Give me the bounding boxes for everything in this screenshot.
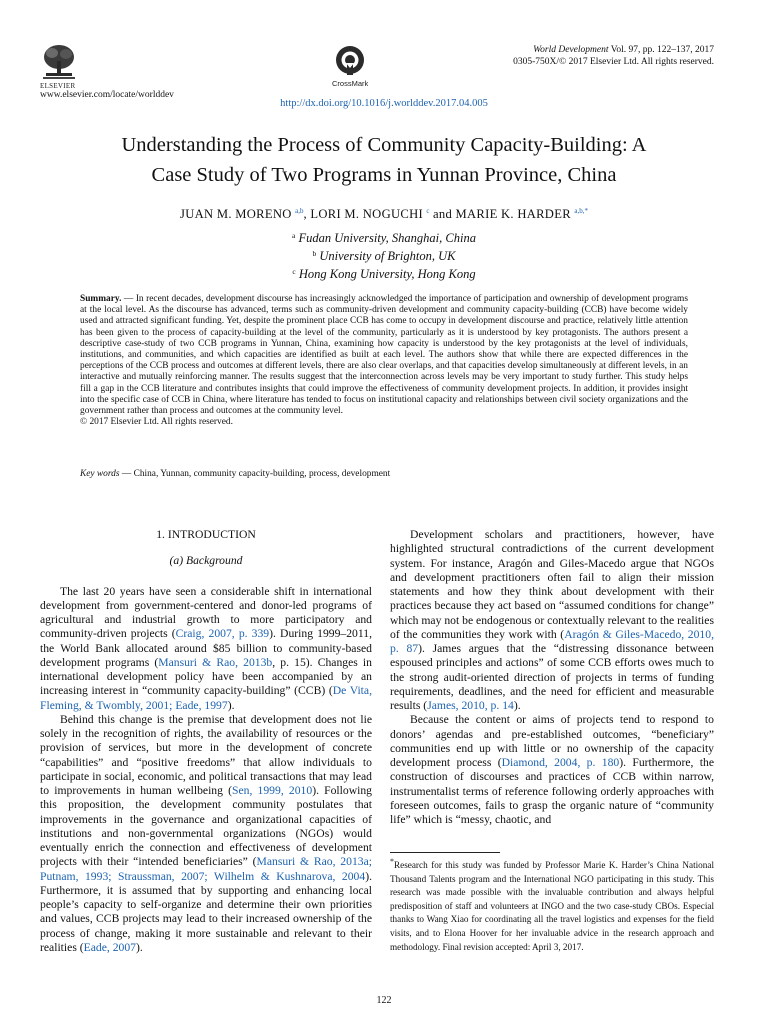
affiliation-text: University of Brighton, UK xyxy=(319,249,456,263)
citation-link[interactable]: Sen, 1999, 2010 xyxy=(232,784,313,797)
paragraph xyxy=(40,713,372,955)
journal-volume: Vol. 97, pp. 122–137, 2017 xyxy=(608,45,714,55)
paragraph-text: ). xyxy=(513,699,521,712)
citation-link[interactable]: Craig, 2007, p. 339 xyxy=(175,627,270,641)
publisher-name: ELSEVIER xyxy=(40,82,76,90)
author-name: JUAN M. MORENO xyxy=(180,207,292,221)
paragraph-text: Behind this change is the premise that development does not lie solely in the recognition of rights, the availability of resources or the provision of services, but more in the development of concrete “capabilities” and “positive freedoms” that allow individuals to participate in social, economic, and political transactions that may lead to improvements in human wellbeing ( xyxy=(40,712,372,797)
affiliation xyxy=(0,246,768,264)
author-name: LORI M. NOGUCHI xyxy=(310,207,423,221)
abstract xyxy=(80,294,688,428)
affiliation xyxy=(0,264,768,282)
journal-name: World Development xyxy=(533,45,609,55)
author-name: MARIE K. HARDER xyxy=(455,207,571,221)
page-number: 122 xyxy=(376,995,392,1006)
elsevier-logo xyxy=(40,43,78,83)
affiliation-marker: c xyxy=(292,267,296,276)
keywords-text: — China, Yunnan, community capacity-building, process, development xyxy=(119,469,391,479)
affiliation-list xyxy=(0,228,768,282)
paragraph-text: ). Following this proposition, the development community postulates that improvements in the governance and organizational capacities of institutions and non-governmental organizations (NGOs) would eventually enrich the connection and effectiveness of development projects with their “intended beneficiaries” ( xyxy=(40,784,373,869)
citation-link[interactable]: Mansuri & Rao, 2013b xyxy=(158,655,273,669)
paragraph-text: , p. 15). Changes in international development policy have been accompanied by an increasing interest in “community capacity-building” (CCB) ( xyxy=(40,655,372,698)
paragraph-text: ). Furthermore, it is assumed that by supporting and enhancing local people’s capacity to self-organize and determine their own priorities and values, CCB projects may lead to their increased ownership of the process of change, making it more sustainable and relevant to their realities ( xyxy=(40,869,372,954)
paragraph-text: ). James argues that the “distressing dissonance between espoused principles and actions” of some CCB efforts owes much to the strong audit-oriented direction of projects in terms of funding requirements, deadlines, and the need for efficient and measurable results ( xyxy=(390,642,714,712)
affiliation xyxy=(0,228,768,246)
subsection-heading: (a) Background xyxy=(169,554,243,568)
paragraph-text: Development scholars and practitioners, however, have highlighted structural contradictions of the current development system. For instance, Aragón and Giles-Macedo argue that NGOs and development practitioners often fail to align their mission statements and how they think about development with their practices because they act based on “assumed conditions for change” which may not be endogenous or contextually relevant to the realities of the communities they work with ( xyxy=(390,528,714,641)
footnote-text: Research for this study was funded by Professor Marie K. Harder’s China National Thousand Talents program and the International NGO participating in this study. This research was made possible with the invaluable contribution and always helpful predisposition of staff and volunteers at INGO and the two case-study CBOs. Especial thanks to Wang Xiao for coordinating all the travel logistics and expenses for the field visits, and to Elona Hoover for her invaluable advice in the research approach and methodology. Final revision accepted: April 3, 2017. xyxy=(390,860,714,952)
paragraph-text: ). During 1999–2011, the World Bank allocated around $85 billion to community-based development programs ( xyxy=(40,627,372,669)
author-list xyxy=(0,207,768,222)
paragraph-text: The last 20 years have seen a considerable shift in international development from government-centered and donor-led programs of agricultural and industrial growth to more participatory and community-driven projects ( xyxy=(40,584,372,641)
paragraph-text: ). xyxy=(136,940,143,954)
keywords xyxy=(80,469,688,479)
affiliation-text: Hong Kong University, Hong Kong xyxy=(298,267,476,281)
summary-text: — In recent decades, development discourse has increasingly acknowledged the importance of participation and ownership of development programs at the local level. As the discourse has advanced, terms such as community-driven development and community capacity-building (CCB) have become widely used and attracted significant funding. Yet, despite the prominent place CCB has come to occupy in development discourse and practice, relatively little attention has been given to the process of capacity-building at the level of the community, particularly as it is understood by key protagonists. The authors present a descriptive case-study of two CCB programs in Yunnan, China, examining how capacity is understood by the key protagonists at the level of individuals, institutions, and communities, and which capacities are identified as built at each level. The authors show that while there are expected differences in the perceptions of the CCB process and outcomes at different levels, there are also clear overlaps, and that capacities develop simultaneously at different levels, in an interactive and mutually reinforcing manner. The results suggest that the interconnection across levels may be very important to study further. This study helps fill a gap in the CCB literature and contributes insights that could improve the effectiveness of community development projects. In addition, it provides insight into the specific case of CCB in China, where literature has tended to focus on institutional capacity and relationships between civil society organizations and the government rather than process and outcomes at the community level. xyxy=(80,294,688,417)
citation-link[interactable]: De Vita, Fleming, & Twombly, 2001; Eade, 1997 xyxy=(40,684,372,712)
paragraph xyxy=(390,713,714,827)
author-affiliation-marker[interactable]: a,b xyxy=(295,207,304,215)
citation-link[interactable]: Mansuri & Rao, 2013a; Putnam, 1993; Straussman, 2007; Wilhelm & Kushnarova, 2004 xyxy=(40,855,372,883)
doi-link[interactable]: http://dx.doi.org/10.1016/j.worlddev.2017.04.005 xyxy=(280,98,488,109)
left-column xyxy=(40,528,372,955)
keywords-label: Key words xyxy=(80,469,120,479)
author-affiliation-marker[interactable]: a,b,* xyxy=(574,207,588,215)
author-separator: , xyxy=(303,207,311,221)
summary-label: Summary. xyxy=(80,294,122,304)
affiliation-marker: b xyxy=(312,249,317,258)
copyright-line: © 2017 Elsevier Ltd. All rights reserved. xyxy=(80,417,233,428)
affiliation-text: Fudan University, Shanghai, China xyxy=(298,231,476,245)
paragraph xyxy=(40,585,372,713)
section-heading: 1. INTRODUCTION xyxy=(156,528,256,541)
footnote-marker: * xyxy=(390,857,394,866)
crossmark-label: CrossMark xyxy=(332,79,369,88)
citation-link[interactable]: Aragón & Giles-Macedo, 2010, p. 87 xyxy=(390,627,714,655)
footnote xyxy=(390,855,714,954)
journal-citation xyxy=(414,45,714,68)
paragraph-text: ). xyxy=(227,698,235,712)
crossmark-icon[interactable] xyxy=(335,45,365,75)
article-title xyxy=(40,130,728,190)
citation-link[interactable]: Eade, 2007 xyxy=(83,940,137,954)
title-line-1: Understanding the Process of Community Capacity-Building: A xyxy=(121,134,647,156)
journal-homepage-link[interactable]: www.elsevier.com/locate/worlddev xyxy=(40,90,174,100)
right-column xyxy=(390,528,714,827)
paragraph-text: Because the content or aims of projects tend to respond to donors’ agendas and pre-established outcomes, “beneficiary” communities end up with little or no ownership of the capacity development process ( xyxy=(390,713,714,769)
paragraph-text: ). Furthermore, the construction of discourses and practices of CCB within narrow, instrumentalist terms of reference following orderly approaches with foreseen outcomes, fails to grasp the organic nature of “community life” which is “messy, chaotic, and xyxy=(390,756,714,826)
author-affiliation-marker[interactable]: c xyxy=(426,207,430,215)
footnote-divider xyxy=(390,852,500,853)
paragraph xyxy=(390,528,714,713)
issn-line: 0305-750X/© 2017 Elsevier Ltd. All rights reserved. xyxy=(513,56,714,67)
author-separator: and xyxy=(429,207,456,221)
citation-link[interactable]: James, 2010, p. 14 xyxy=(427,699,514,712)
affiliation-marker: a xyxy=(292,231,296,240)
title-line-2: Case Study of Two Programs in Yunnan Province, China xyxy=(151,164,617,186)
citation-link[interactable]: Diamond, 2004, p. 180 xyxy=(501,756,620,769)
